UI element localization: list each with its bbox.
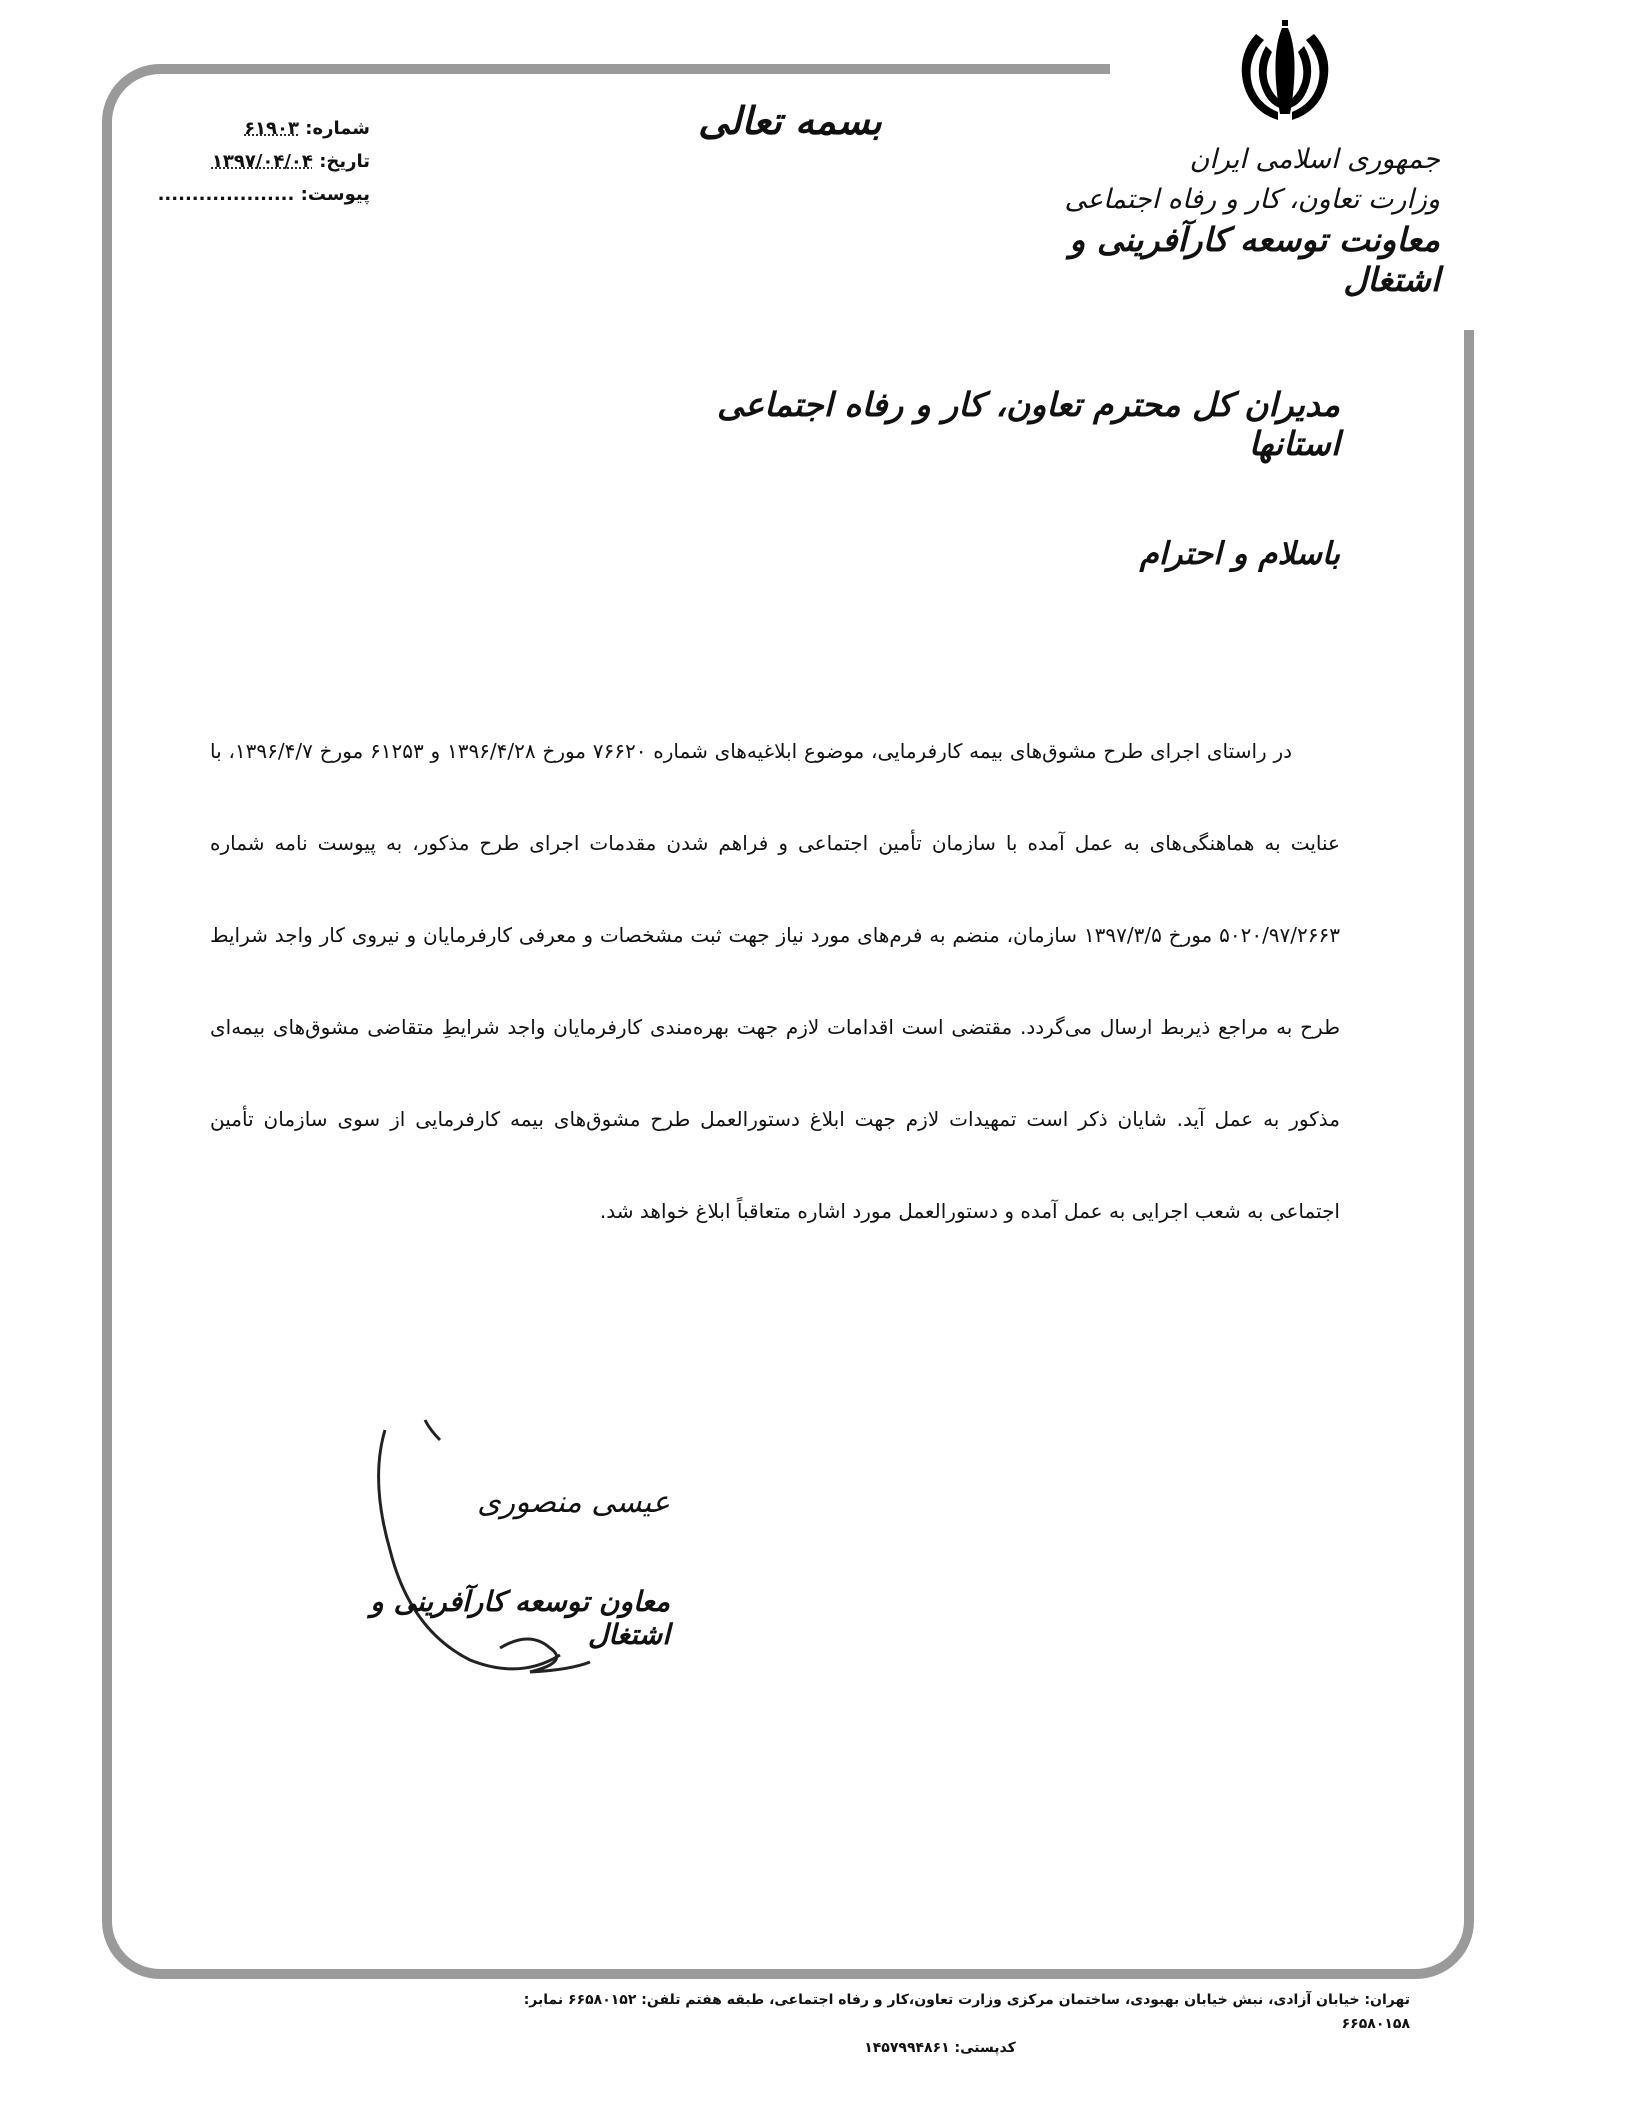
- signatory-title: معاون توسعه کارآفرینی و اشتغال: [370, 1585, 670, 1651]
- meta-date-value: ۱۳۹۷/۰۴/۰۴: [211, 151, 313, 172]
- meta-number-value: ۶۱۹۰۳: [244, 118, 299, 139]
- bismillah: بسمه تعالی: [698, 98, 882, 143]
- signatory-name: عیسی منصوری: [477, 1485, 670, 1520]
- greeting: باسلام و احترام: [1139, 536, 1340, 572]
- letterhead-ministry: وزارت تعاون، کار و رفاه اجتماعی: [1064, 184, 1440, 215]
- footer-postal-code: کدپستی: ۱۴۵۷۹۹۴۸۶۱: [864, 2040, 1016, 2056]
- meta-attachment-row: [140, 178, 370, 211]
- letterhead-country: جمهوری اسلامی ایران: [1189, 144, 1440, 175]
- footer-address: تهران: خیابان آزادی، نبش خیابان بهبودی، ساختمان مرکزی وزارت تعاون،کار و رفاه اجتماعی، طبقه هفتم تلفن: ۶۶۵۸۰۱۵۲ نمابر: ۶۶۵۸۰۱۵۸: [523, 1992, 1410, 2032]
- signature-block: [330, 1400, 670, 1720]
- meta-number-label: شماره:: [305, 118, 370, 139]
- meta-attachment-value: ....................: [157, 184, 295, 205]
- letter-body: در راستای اجرای طرح مشوق‌های بیمه کارفرمایی، موضوع ابلاغیه‌های شماره ۷۶۶۲۰ مورخ ۱۳۹۶/۴/۲۸ و ۶۱۲۵۳ مورخ ۱۳۹۶/۴/۷، با عنایت به هماهنگی‌های به عمل آمده با سازمان تأمین اجتماعی و فراهم شدن مقدمات اجرای طرح مذکور، به پیوست نامه شماره ۵۰۲۰/۹۷/۲۶۶۳ مورخ ۱۳۹۷/۳/۵ سازمان، منضم به فرم‌های مورد نیاز جهت ثبت مشخصات و معرفی کارفرمایان و نیروی کار واجد شرایط طرح به مراجع ذیربط ارسال می‌گردد. مقتضی است اقدامات لازم جهت بهره‌مندی کارفرمایان واجد شرایطِ متقاضی مشوق‌های بیمه‌ای مذکور به عمل آید. شایان ذکر است تمهیدات لازم جهت ابلاغ دستورالعمل طرح مشوق‌های بیمه کارفرمایی از سوی سازمان تأمین اجتماعی به شعب اجرایی به عمل آمده و دستورالعمل مورد اشاره متعاقباً ابلاغ خواهد شد.: [210, 739, 1340, 1223]
- meta-date-row: [140, 145, 370, 178]
- letter-meta: [140, 112, 370, 211]
- letterhead: [1040, 140, 1440, 300]
- meta-number-row: [140, 112, 370, 145]
- meta-date-label: تاریخ:: [319, 151, 370, 172]
- iran-emblem-icon: [1230, 16, 1340, 132]
- handwritten-signature: [330, 1400, 670, 1720]
- footer: [470, 1988, 1410, 2060]
- meta-attachment-label: پیوست:: [300, 184, 370, 205]
- letterhead-deputy: معاونت توسعه کارآفرینی و اشتغال: [1069, 220, 1440, 299]
- recipient: مدیران کل محترم تعاون، کار و رفاه اجتماعی استانها: [716, 385, 1340, 463]
